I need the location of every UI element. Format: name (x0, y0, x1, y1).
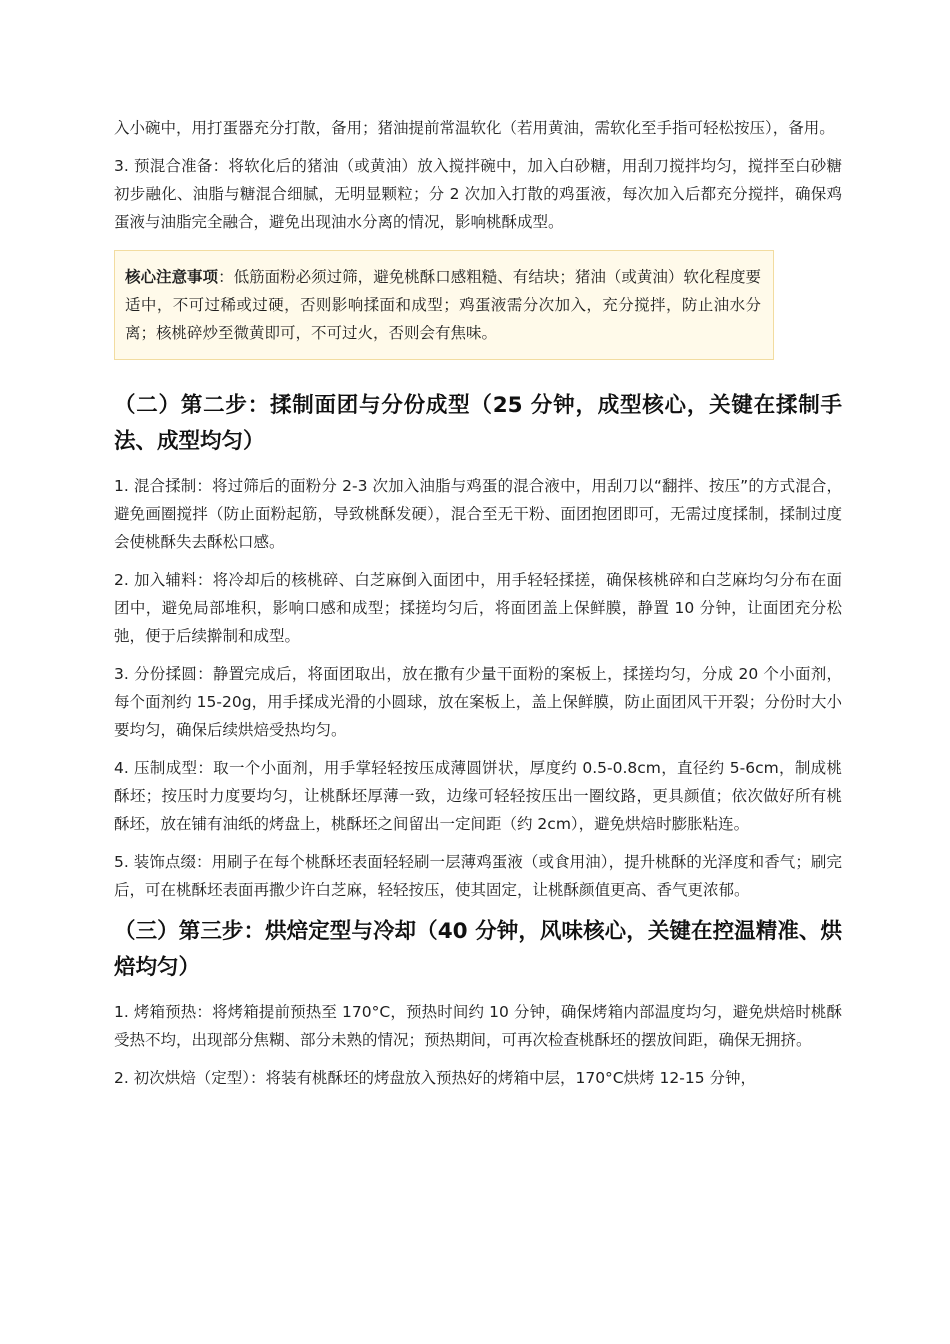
note-text: ：低筋面粉必须过筛，避免桃酥口感粗糙、有结块；猪油（或黄油）软化程度要适中，不可过稀或过硬，否则影响揉面和成型；鸡蛋液需分次加入，充分搅拌，防止油水分离；核桃碎炒至微黄即可，不可过火，否则会有焦味。 (125, 268, 761, 342)
step2-item-5: 5. 装饰点缀：用刷子在每个桃酥坯表面轻轻刷一层薄鸡蛋液（或食用油），提升桃酥的光泽度和香气；刷完后，可在桃酥坯表面再撒少许白芝麻，轻轻按压，使其固定，让桃酥颜值更高、香气更浓郁。 (114, 853, 842, 899)
note-callout-box (114, 250, 774, 360)
section-heading-step2: （二）第二步：揉制面团与分份成型（25 分钟，成型核心，关键在揉制手法、成型均匀） (114, 393, 842, 454)
step3-item-2: 2. 初次烘焙（定型）：将装有桃酥坯的烤盘放入预热好的烤箱中层，170°C烘烤 12-15 分钟， (114, 1069, 757, 1087)
step2-item-2: 2. 加入辅料：将冷却后的核桃碎、白芝麻倒入面团中，用手轻轻揉搓，确保核桃碎和白芝麻均匀分布在面团中，避免局部堆积，影响口感和成型；揉搓均匀后，将面团盖上保鲜膜，静置 10 分钟，让面团充分松弛，便于后续擀制和成型。 (114, 571, 842, 645)
document-page (114, 114, 842, 1102)
paragraph-step1-item3: 3. 预混合准备：将软化后的猪油（或黄油）放入搅拌碗中，加入白砂糖，用刮刀搅拌均匀，搅拌至白砂糖初步融化、油脂与糖混合细腻，无明显颗粒；分 2 次加入打散的鸡蛋液，每次加入后都充分搅拌，确保鸡蛋液与油脂完全融合，避免出现油水分离的情况，影响桃酥成型。 (114, 157, 842, 231)
step3-item-1: 1. 烤箱预热：将烤箱提前预热至 170°C，预热时间约 10 分钟，确保烤箱内部温度均匀，避免烘焙时桃酥受热不均，出现部分焦糊、部分未熟的情况；预热期间，可再次检查桃酥坯的摆放间距，确保无拥挤。 (114, 1003, 842, 1049)
note-label: 核心注意事项 (125, 268, 219, 286)
step2-item-3: 3. 分份揉圆：静置完成后，将面团取出，放在撒有少量干面粉的案板上，揉搓均匀，分成 20 个小面剂，每个面剂约 15-20g，用手揉成光滑的小圆球，放在案板上，盖上保鲜膜，防止面团风干开裂；分份时大小要均匀，确保后续烘焙受热均匀。 (114, 665, 842, 739)
step2-item-1: 1. 混合揉制：将过筛后的面粉分 2-3 次加入油脂与鸡蛋的混合液中，用刮刀以“翻拌、按压”的方式混合，避免画圈搅拌（防止面粉起筋，导致桃酥发硬），混合至无干粉、面团抱团即可，无需过度揉制，揉制过度会使桃酥失去酥松口感。 (114, 477, 842, 551)
paragraph-step1-continued: 入小碗中，用打蛋器充分打散，备用；猪油提前常温软化（若用黄油，需软化至手指可轻松按压），备用。 (114, 119, 835, 137)
step2-item-4: 4. 压制成型：取一个小面剂，用手掌轻轻按压成薄圆饼状，厚度约 0.5-0.8cm，直径约 5-6cm，制成桃酥坯；按压时力度要均匀，让桃酥坯厚薄一致，边缘可轻轻按压出一圈纹路，更具颜值；依次做好所有桃酥坯，放在铺有油纸的烤盘上，桃酥坯之间留出一定间距（约 2cm），避免烘焙时膨胀粘连。 (114, 759, 842, 833)
section-heading-step3: （三）第三步：烘焙定型与冷却（40 分钟，风味核心，关键在控温精准、烘焙均匀） (114, 919, 842, 980)
